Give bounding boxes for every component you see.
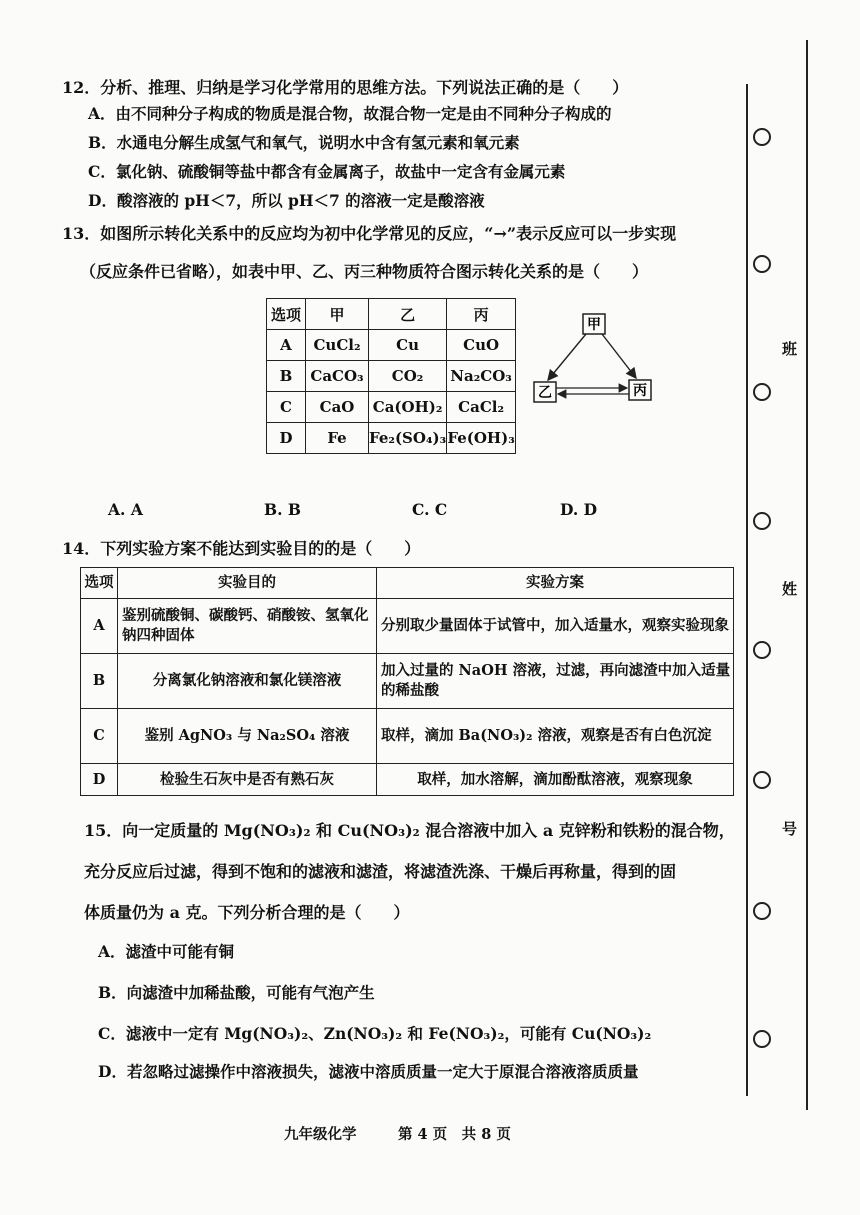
binding-hole bbox=[753, 1030, 771, 1048]
q14-cell: 鉴别硫酸铜、碳酸钙、硝酸铵、氢氧化钠四种固体 bbox=[118, 599, 377, 654]
footer-subject: 九年级化学 bbox=[284, 1126, 357, 1143]
q13-cell: CaO bbox=[306, 392, 369, 423]
binding-hole bbox=[753, 128, 771, 146]
q13-cell: Ca(OH)₂ bbox=[369, 392, 447, 423]
diagram-node-jia bbox=[583, 314, 605, 334]
margin-label-name: 姓 bbox=[782, 580, 798, 598]
q14-cell: 取样，加水溶解，滴加酚酞溶液，观察现象 bbox=[377, 764, 734, 796]
q15-option-b: B．向滤渣中加稀盐酸，可能有气泡产生 bbox=[98, 983, 375, 1002]
q13-answer-c: C. C bbox=[412, 500, 448, 519]
q14-stem: 14．下列实验方案不能达到实验目的的是（ ） bbox=[62, 539, 421, 558]
margin-label-number: 号 bbox=[782, 820, 798, 838]
q14-cell: 检验生石灰中是否有熟石灰 bbox=[118, 764, 377, 796]
q13-cell: CO₂ bbox=[369, 361, 447, 392]
q12-option-d: D．酸溶液的 pH＜7，所以 pH＜7 的溶液一定是酸溶液 bbox=[88, 191, 485, 210]
diagram-node-yi bbox=[534, 382, 556, 402]
q13-cell: CuCl₂ bbox=[306, 330, 369, 361]
q13-cell: Fe₂(SO₄)₃ bbox=[369, 423, 447, 454]
q15-stem-line3: 体质量仍为 a 克。下列分析合理的是（ ） bbox=[84, 903, 410, 922]
q13-transformation-diagram bbox=[528, 308, 658, 408]
q14-cell: A bbox=[81, 599, 118, 654]
q14-table bbox=[80, 567, 734, 796]
q13-table bbox=[266, 298, 516, 454]
q13-cell: Cu bbox=[369, 330, 447, 361]
q13-answer-b: B. B bbox=[264, 500, 301, 519]
q13-cell: A bbox=[267, 330, 306, 361]
margin-label-class: 班 bbox=[782, 340, 798, 358]
q13-cell: CaCl₂ bbox=[447, 392, 516, 423]
q15-option-c: C．滤液中一定有 Mg(NO₃)₂、Zn(NO₃)₂ 和 Fe(NO₃)₂，可能有 Cu(NO₃)₂ bbox=[98, 1024, 652, 1043]
binding-line-right bbox=[806, 40, 808, 1110]
q13-cell: Na₂CO₃ bbox=[447, 361, 516, 392]
q14-cell: 取样，滴加 Ba(NO₃)₂ 溶液，观察是否有白色沉淀 bbox=[377, 709, 734, 764]
q14-cell: B bbox=[81, 654, 118, 709]
diagram-node-bing bbox=[629, 380, 651, 400]
q14-cell: C bbox=[81, 709, 118, 764]
svg-text:丙: 丙 bbox=[633, 383, 647, 399]
q13-header-jia: 甲 bbox=[306, 299, 369, 330]
binding-hole bbox=[753, 902, 771, 920]
binding-hole bbox=[753, 255, 771, 273]
svg-text:甲: 甲 bbox=[587, 317, 601, 333]
binding-hole bbox=[753, 641, 771, 659]
q14-header-option: 选项 bbox=[81, 568, 118, 599]
q13-header-yi: 乙 bbox=[369, 299, 447, 330]
q13-stem-line1: 13．如图所示转化关系中的反应均为初中化学常见的反应，“→”表示反应可以一步实现 bbox=[62, 224, 677, 243]
footer-page-number: 第 4 页 共 8 页 bbox=[398, 1126, 511, 1143]
q14-header-plan: 实验方案 bbox=[377, 568, 734, 599]
q13-cell: C bbox=[267, 392, 306, 423]
binding-line-left bbox=[746, 84, 748, 1096]
q13-header-option: 选项 bbox=[267, 299, 306, 330]
q13-cell: Fe(OH)₃ bbox=[447, 423, 516, 454]
q14-cell: 加入过量的 NaOH 溶液，过滤，再向滤渣中加入适量的稀盐酸 bbox=[377, 654, 734, 709]
q12-option-a: A．由不同种分子构成的物质是混合物，故混合物一定是由不同种分子构成的 bbox=[88, 104, 612, 123]
arrow-jia-to-yi bbox=[548, 334, 586, 380]
q13-header-bing: 丙 bbox=[447, 299, 516, 330]
q12-stem: 12．分析、推理、归纳是学习化学常用的思维方法。下列说法正确的是（ ） bbox=[62, 78, 629, 97]
svg-text:乙: 乙 bbox=[538, 385, 552, 401]
q15-option-a: A．滤渣中可能有铜 bbox=[98, 942, 235, 961]
q14-cell: 鉴别 AgNO₃ 与 Na₂SO₄ 溶液 bbox=[118, 709, 377, 764]
q14-header-purpose: 实验目的 bbox=[118, 568, 377, 599]
q13-cell: B bbox=[267, 361, 306, 392]
q15-stem-line1: 15．向一定质量的 Mg(NO₃)₂ 和 Cu(NO₃)₂ 混合溶液中加入 a 克锌粉和铁粉的混合物， bbox=[84, 821, 735, 840]
q13-cell: CuO bbox=[447, 330, 516, 361]
q13-stem-line2: （反应条件已省略），如表中甲、乙、丙三种物质符合图示转化关系的是（ ） bbox=[80, 262, 649, 281]
binding-hole bbox=[753, 771, 771, 789]
q15-stem-line2: 充分反应后过滤，得到不饱和的滤液和滤渣，将滤渣洗涤、干燥后再称量，得到的固 bbox=[84, 862, 677, 881]
q13-cell: Fe bbox=[306, 423, 369, 454]
binding-hole bbox=[753, 512, 771, 530]
q14-cell: 分别取少量固体于试管中，加入适量水，观察实验现象 bbox=[377, 599, 734, 654]
q12-option-c: C．氯化钠、硫酸铜等盐中都含有金属离子，故盐中一定含有金属元素 bbox=[88, 162, 566, 181]
q14-cell: D bbox=[81, 764, 118, 796]
q14-cell: 分离氯化钠溶液和氯化镁溶液 bbox=[118, 654, 377, 709]
q13-answer-a: A. A bbox=[108, 500, 143, 519]
q13-cell: CaCO₃ bbox=[306, 361, 369, 392]
q13-answer-d: D. D bbox=[560, 500, 598, 519]
arrow-jia-to-bing bbox=[602, 334, 636, 378]
q12-option-b: B．水通电分解生成氢气和氧气，说明水中含有氢元素和氧元素 bbox=[88, 133, 520, 152]
q13-cell: D bbox=[267, 423, 306, 454]
q15-option-d: D．若忽略过滤操作中溶液损失，滤液中溶质质量一定大于原混合溶液溶质质量 bbox=[98, 1062, 639, 1081]
binding-hole bbox=[753, 383, 771, 401]
